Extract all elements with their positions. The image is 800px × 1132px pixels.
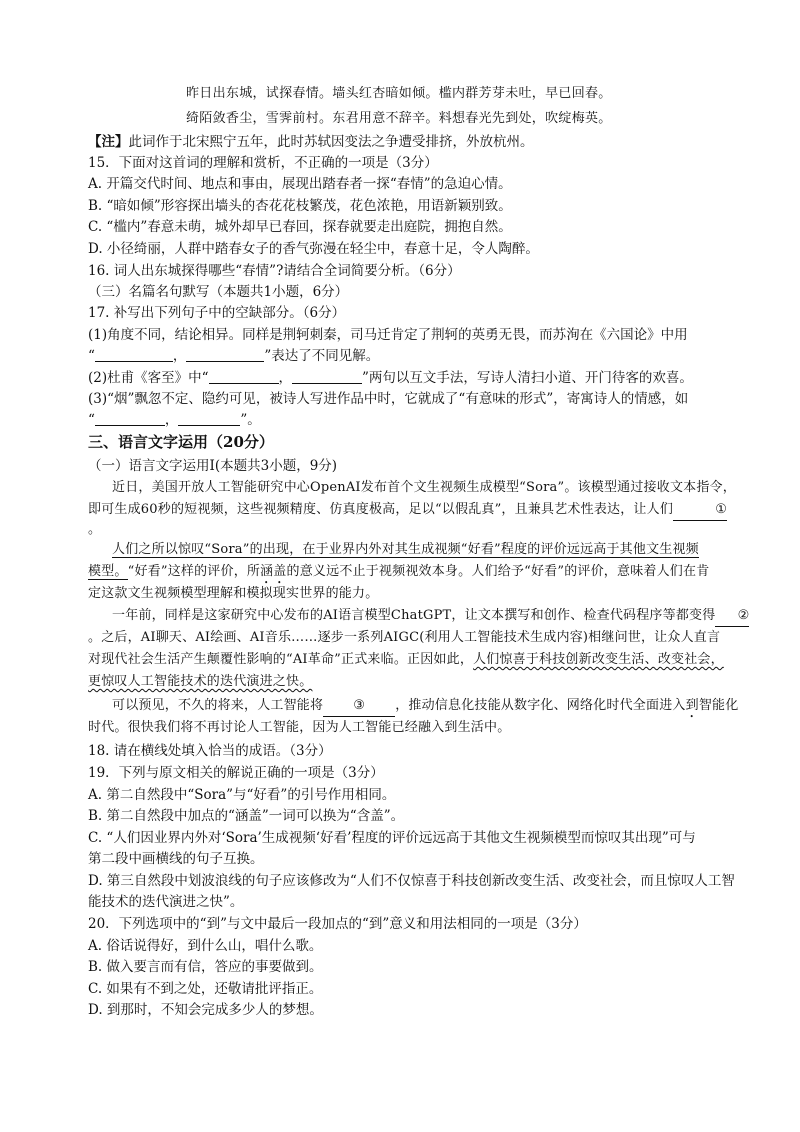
underlined-sentence: 人们之所以惊叹“Sora”的出现，在于业界内外对其生成视频“好看”程度的评价远远高于其他文生视频 [112,542,699,557]
poem-line-2: 绮陌敛香尘，雪霁前村。东君用意不辞辛。料想春光先到处，吹绽梅英。 [186,111,612,126]
question-18: 18. 请在横线处填入恰当的成语。（3分） [88,743,332,759]
open-quote: “ [88,412,95,428]
question-15-stem: 15．下面对这首词的理解和赏析，不正确的一项是（3分） [88,155,438,171]
marker-number: ② [737,608,750,623]
passage-p3-line-3 [88,650,724,670]
passage-text: “好看”这样的评价，所 [127,564,261,579]
passage-p1-line-1: 近日，美国开放人工智能研究中心OpenAI发布首个文生视频生成模型“Sora”。该模型通过接收文本指令， [112,480,736,495]
question-17-part-1-line-1: (1)角度不同，结论相异。同样是荆轲刺秦，司马迁肯定了荆轲的英勇无畏，而苏洵在《六国论》中用 [88,327,688,343]
passage-text: ，推动信息化技能从数字化、网络化时代全面进入 [395,698,686,713]
blank-marker-1[interactable] [673,500,727,521]
question-20-option-d: D. 到那时，不知会完成多少人的梦想。 [88,1002,323,1018]
question-17-stem: 17. 补写出下列句子中的空缺部分。（6分） [88,305,346,321]
answer-blank[interactable] [209,369,279,384]
blank-marker-2[interactable] [715,606,749,627]
passage-text: 的意义远不止于视频视效本身。人们给予“好看”的评价，意味着人们在肯 [286,564,710,579]
question-15-option-b: B. “暗如倾”形容探出墙头的杏花花枝繁茂，花色浓艳，用语新颖别致。 [88,198,512,214]
question-15-option-c: C. “槛内”春意未萌，城外却早已春回，探春就要走出庭院，拥抱自然。 [88,219,512,235]
blank-marker-3[interactable] [323,696,395,717]
question-19-option-a: A. 第二自然段中“Sora”与“好看”的引号作用相同。 [88,787,396,803]
question-17-part-3-line-1: (3)“烟”飘忽不定、隐约可见，被诗人写进作品中时，它就成了“有意味的形式”，寄寓诗人的情感，如 [88,391,689,407]
poem-line-1: 昨日出东城，试探春情。墙头红杏暗如倾。槛内群芳芽未吐，早已回春。 [186,86,612,101]
passage-p3-line-2: 。之后，AI聊天、AI绘画、AI音乐……逐步一系列AIGC(利用人工智能技术生成内容)相继问世，让众人直言 [88,630,721,645]
wavy-underlined-sentence-end: 更惊叹人工智能技术的迭代演进之快。 [88,674,313,689]
passage-text: 对现代社会生活产生颠覆性影响的“AI革命”正式来临。正因如此， [88,652,474,667]
note-label: 【注】 [88,134,129,150]
question-20-option-c: C. 如果有不到之处，还敬请批评指正。 [88,981,323,997]
open-quote: “ [88,348,95,364]
passage-p1-line-3: 。 [88,522,102,537]
passage-text: 一年前，同样是这家研究中心发布的AI语言模型ChatGPT，让文本撰写和创作、检查代码程序等都变得 [112,608,716,623]
question-20-option-a: A. 俗话说得好，到什么山，唱什么歌。 [88,938,323,954]
comma: ， [278,370,293,386]
comma: ， [164,412,179,428]
question-19-option-d-line-2: 能技术的迭代演进之快”。 [88,894,244,910]
question-19-stem: 19．下列与原文相关的解说正确的一项是（3分） [88,765,384,781]
question-15-option-d: D. 小径绮丽，人群中踏春女子的香气弥漫在轻尘中，春意十足，令人陶醉。 [88,241,539,257]
passage-p2-line-3: 定这款文生视频模型理解和模拟现实世界的能力。 [88,586,379,601]
dotted-word-hangai: 涵盖 [260,564,287,579]
part-2-tail: ”两句以互文手法，写诗人清扫小道、开门待客的欢喜。 [362,370,693,386]
marker-number: ① [715,502,728,517]
question-19-option-d-line-1: D. 第三自然段中划波浪线的句子应该修改为“人们不仅惊喜于科技创新改变生活、改变社会，而且惊叹人工智 [88,873,735,889]
question-15-option-a: A. 开篇交代时间、地点和事由，展现出踏春者一探“春情”的急迫心情。 [88,176,512,192]
marker-number: ③ [353,698,366,713]
subsection-1-heading: （一）语言文字运用Ⅰ(本题共3小题，9分) [88,458,338,474]
answer-blank[interactable] [186,347,264,362]
dotted-word-dao: 到 [685,698,699,713]
quote-tail: ”表达了不同见解。 [264,348,380,364]
passage-text: 即可生成60秒的短视频，这些视频精度、仿真度极高，足以“以假乱真”，且兼具艺术性表达，让人们 [88,502,674,517]
passage-p1-line-2 [88,500,727,521]
quote-tail: ”。 [240,412,261,428]
passage-p3-line-4 [88,672,312,692]
comma: ， [172,348,187,364]
question-19-option-b: B. 第二自然段中加点的“涵盖”一词可以换为“含盖”。 [88,808,405,824]
underlined-sentence-end: 模型。 [88,564,128,579]
question-17-part-1-line-2 [88,346,379,366]
question-20-stem: 20．下列选项中的“到”与文中最后一段加点的“到”意义和用法相同的一项是（3分） [88,916,587,932]
part-3-heading: 三、语言文字运用（20分） [88,433,274,451]
passage-text: 智能化 [698,698,739,713]
note-text: 此词作于北宋熙宁五年，此时苏轼因变法之争遭受排挤，外放杭州。 [128,134,534,150]
passage-text: 可以预见，不久的将来，人工智能将 [112,698,324,713]
question-16: 16. 词人出东城探得哪些“春情”?请结合全词简要分析。（6分） [88,263,461,279]
annotation-note [88,132,534,152]
wavy-underlined-sentence: 人们惊喜于科技创新改变生活、改变社会， [473,652,724,667]
answer-blank[interactable] [95,411,165,426]
section-famous-lines-heading: （三）名篇名句默写（本题共1小题，6分） [88,284,349,300]
question-19-option-c-line-1: C. “人们因业界内外对‘Sora’生成视频‘好看’程度的评价远远高于其他文生视频模型而惊叹其出现”可与 [88,830,696,846]
answer-blank[interactable] [95,347,173,362]
question-19-option-c-line-2: 第二段中画横线的句子互换。 [88,851,264,867]
passage-p2-line-1 [112,540,699,560]
question-17-part-2 [88,368,693,388]
question-17-part-3-line-2 [88,410,261,430]
answer-blank[interactable] [178,411,240,426]
question-20-option-b: B. 做入要言而有信，答应的事要做到。 [88,959,323,975]
part-2-lead: (2)杜甫《客至》中“ [88,370,209,386]
answer-blank[interactable] [292,369,362,384]
passage-p4-line-2: 时代。很快我们将不再讨论人工智能，因为人工智能已经融入到生活中。 [88,720,511,735]
passage-p3-line-1 [112,606,749,627]
